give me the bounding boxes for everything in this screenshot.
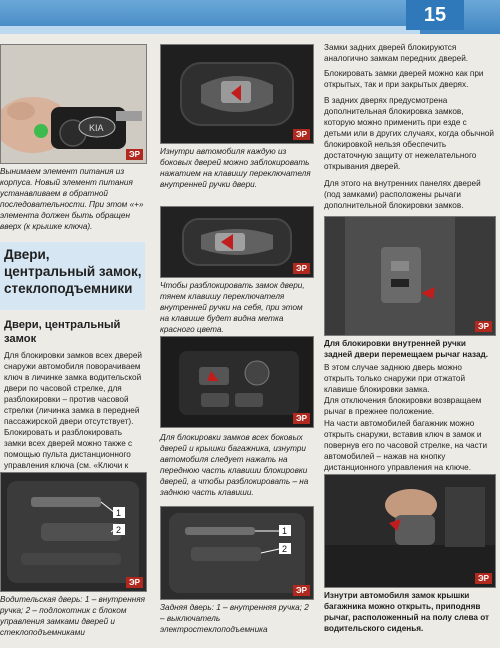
photo-badge: ЭР	[293, 263, 310, 274]
photo-label-1: 1	[282, 526, 288, 536]
caption-rear-door: Задняя дверь: 1 – внутренняя ручка; 2 – выключатель электростеклоподъемника	[160, 603, 309, 634]
photo-badge: ЭР	[293, 129, 310, 140]
caption-child-lock-lever: Для блокировки внутренней ручки задней двери перемещаем рычаг назад.	[324, 339, 488, 359]
photo-badge: ЭР	[293, 585, 310, 596]
text-trunk-open: На части автомобилей багажник можно открыть снаружи, вставив ключ в замок и повернув его по часовой стрелке, на части автомобилей – нажав на кнопку дистанционного управления на ключе.	[324, 419, 488, 472]
text-door-lock-body: Для блокировки замков всех дверей снаружи автомобиля поворачиваем ключ в личинке замка водительской двери по часовой стрелке, для разблокировки – против часовой стрелки (личинка замка в передней пассажирской двери отсутствует). Блокировать и разблокировать замки всех дверей можно также с помощью пульта дистанционного управления ключа (см. «Ключи к	[4, 351, 142, 470]
photo-badge: ЭР	[126, 149, 143, 160]
page-number: 15	[406, 0, 464, 30]
child-lock-lever-illustration	[325, 217, 495, 335]
photo-trunk-lever	[324, 474, 496, 588]
photo-door-handle-unlock	[160, 206, 314, 278]
caption-trunk-lever: Изнутри автомобиля замок крышки багажника можно открыть, приподняв рычаг, расположенный на полу слева от водительского сиденья.	[324, 591, 490, 633]
trunk-lever-illustration	[325, 475, 495, 587]
photo-badge: ЭР	[126, 577, 143, 588]
door-handle-unlock-illustration	[161, 207, 313, 277]
section-title: Двери, центральный замок, стеклоподъемники	[4, 247, 142, 296]
caption-key-battery: Вынимаем элемент питания из корпуса. Новый элемент питания устанавливаем в обратной последовательности. При этом «+» элемента должен быть обращен вверх (к крышке ключа).	[0, 167, 144, 231]
text-child-lock-levers: Для этого на внутренних панелях дверей (под замками) расположены рычаги дополнительной блокировки замков.	[324, 179, 481, 210]
svg-text:KIA: KIA	[89, 123, 104, 133]
photo-lock-switch	[160, 336, 314, 428]
photo-label-2: 2	[116, 525, 122, 535]
text-lock-open-closed: Блокировать замки дверей можно как при открытых, так и при закрытых дверях.	[324, 69, 484, 89]
text-child-lock-open-outside: В этом случае заднюю дверь можно открыть только снаружи при отжатой клавише блокировки замка.	[324, 363, 466, 394]
photo-door-handle-lock	[160, 44, 314, 144]
photo-badge: ЭР	[475, 573, 492, 584]
text-rear-doors-intro: Замки задних дверей блокируются аналогично замкам передних дверей.	[324, 43, 469, 63]
caption-door-handle-unlock: Чтобы разблокировать замок двери, тянем клавишу переключателя внутренней ручки на себя, при этом на клавише будет видна метка красного цвета.	[160, 281, 305, 334]
photo-label-2: 2	[282, 544, 288, 554]
subsection-title: Двери, центральный замок	[4, 319, 121, 345]
photo-key-battery	[0, 44, 147, 164]
photo-rear-door	[160, 506, 314, 600]
caption-driver-door: Водительская дверь: 1 – внутренняя ручка; 2 – подлокотник с блоком управления замками дверей и стеклоподъемниками	[0, 595, 145, 637]
photo-badge: ЭР	[475, 321, 492, 332]
photo-badge: ЭР	[293, 413, 310, 424]
photo-child-lock-lever	[324, 216, 496, 336]
caption-door-handle-lock: Изнутри автомобиля каждую из боковых дверей можно заблокировать нажатием на клавишу переключателя внутренней ручки двери.	[160, 147, 311, 189]
text-child-lock-disable: Для отключения блокировки возвращаем рычаг в прежнее положение.	[324, 396, 482, 416]
key-battery-illustration	[1, 45, 146, 163]
photo-driver-door	[0, 472, 147, 592]
photo-label-1: 1	[116, 508, 122, 518]
caption-lock-switch: Для блокировки замков всех боковых дверей и крышки багажника, изнутри автомобиля следует нажать на переднюю часть клавиши блокировки дверей, а чтобы разблокировать – на заднюю часть клавиши.	[160, 433, 309, 497]
rear-door-illustration	[161, 507, 313, 599]
lock-switch-illustration	[161, 337, 313, 427]
text-child-lock: В задних дверях предусмотрена дополнительная блокировка замков, которую можно применить при езде с детьми или в других случаях, когда обычной блокировкой нельзя обеспечить достаточную защиту от нежелательного открывания дверей.	[324, 96, 494, 171]
header-strip	[0, 26, 420, 34]
door-handle-lock-illustration	[161, 45, 313, 143]
driver-door-illustration	[1, 473, 146, 591]
